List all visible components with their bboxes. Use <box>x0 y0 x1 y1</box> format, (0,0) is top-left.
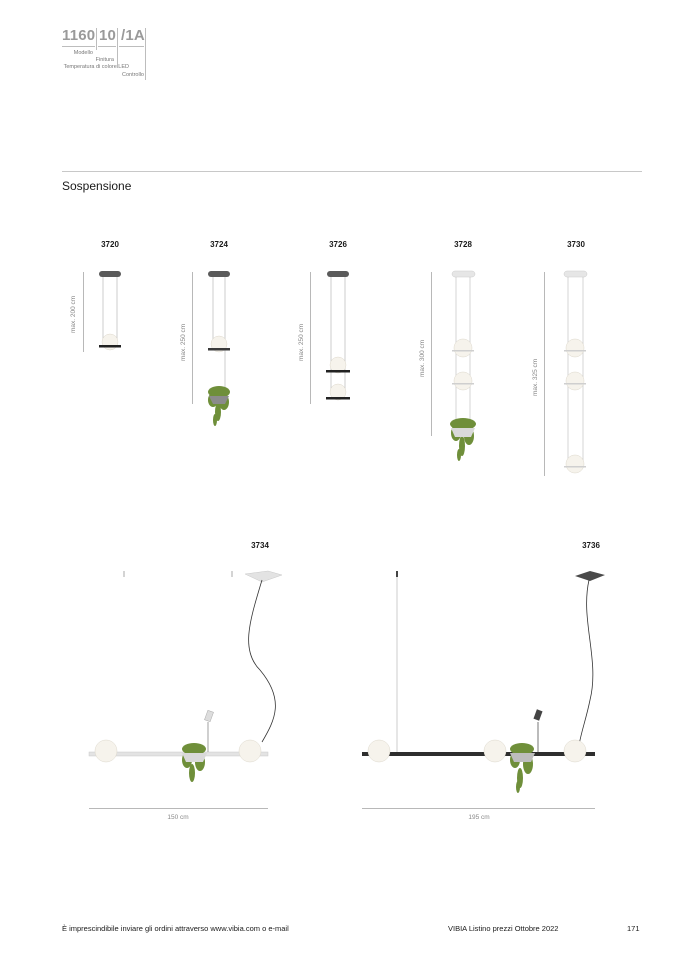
code-model: 1160 <box>62 27 96 44</box>
code-finish: 10 <box>99 27 117 44</box>
height-label-3720: max. 200 cm <box>70 295 77 333</box>
legend-led: Temperatura di colore LED <box>63 64 129 70</box>
model-code-3736: 3736 <box>582 541 600 550</box>
legend-model: Modello <box>73 50 93 56</box>
power-cable <box>578 580 593 751</box>
legend-control: Controllo <box>121 72 144 78</box>
section-title: Sospensione <box>62 179 132 193</box>
width-label-3736: 195 cm <box>468 814 490 821</box>
page-number: 171 <box>627 924 640 933</box>
planter-plant <box>510 743 534 793</box>
glass-globe <box>564 740 586 762</box>
model-code-3720: 3720 <box>101 240 119 249</box>
model-code-3728: 3728 <box>454 240 472 249</box>
glass-globe <box>368 740 390 762</box>
height-label-3728: max. 300 cm <box>419 339 426 377</box>
width-label-3734: 150 cm <box>167 814 189 821</box>
height-label-3724: max. 250 cm <box>180 323 187 361</box>
model-code-3730: 3730 <box>567 240 585 249</box>
legend-finish: Finitura <box>95 57 114 63</box>
glass-globe <box>484 740 506 762</box>
model-code-3724: 3724 <box>210 240 228 249</box>
code-led-control: /1A <box>121 27 145 44</box>
spotlight <box>533 709 542 720</box>
height-label-3730: max. 325 cm <box>532 358 539 396</box>
width-dimension-3736 <box>362 808 595 809</box>
height-label-3726: max. 250 cm <box>298 323 305 361</box>
footer-note: È imprescindibile inviare gli ordini attraverso www.vibia.com o e-mail <box>62 924 289 933</box>
canopy <box>575 571 605 581</box>
footer-brand: VIBIA Listino prezzi Ottobre 2022 <box>448 924 559 933</box>
model-code-3726: 3726 <box>329 240 347 249</box>
linear-bar <box>362 752 595 756</box>
model-code-3734: 3734 <box>251 541 269 550</box>
